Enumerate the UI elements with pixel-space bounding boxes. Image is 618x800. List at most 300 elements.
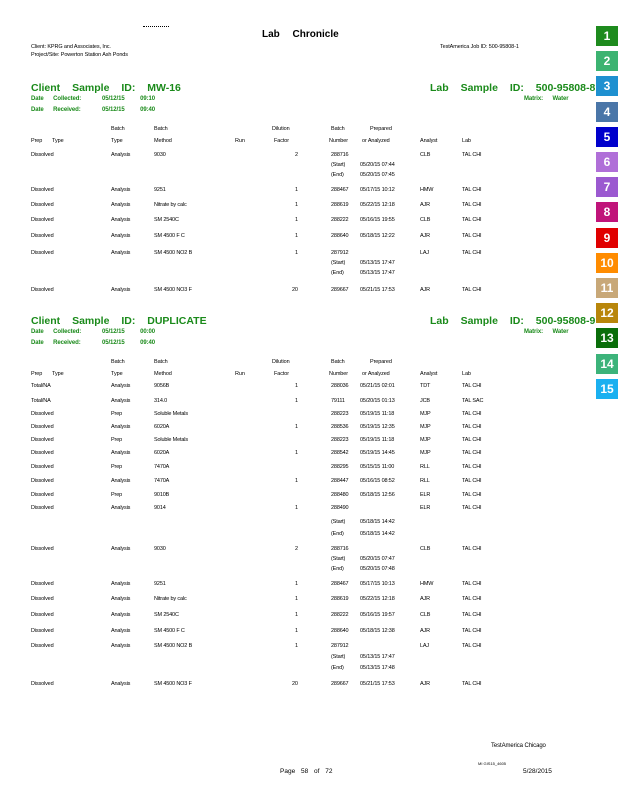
cell-analyst: MJP [420, 411, 431, 417]
col-header-dilution-2: Factor [274, 138, 289, 144]
table-row [0, 628, 590, 636]
cell-lab: TAL CHI [462, 546, 482, 552]
cell-num: 287912 [331, 643, 349, 649]
cell-btype: Analysis [111, 450, 131, 456]
footer-doc-code: MI GIS15_4605 [478, 761, 507, 766]
cell-lab: TAL CHI [462, 596, 482, 602]
cell-dil: 1 [295, 581, 298, 587]
cell-prep: Dissolved [31, 217, 54, 223]
cell-lab: TAL CHI [462, 681, 482, 687]
cell-prep: Dissolved [31, 628, 54, 634]
cell-analyst: AJR [420, 628, 430, 634]
cell-num: 288716 [331, 152, 349, 158]
cell-prep: Dissolved [31, 287, 54, 293]
cell-btype: Analysis [111, 505, 131, 511]
tab-15[interactable]: 15 [596, 379, 618, 399]
cell-prep_date: 05/18/15 12:56 [360, 492, 395, 498]
cell-btype: Analysis [111, 643, 131, 649]
cell-prep: Dissolved [31, 681, 54, 687]
cell-analyst: AJR [420, 681, 430, 687]
cell-analyst: HMW [420, 581, 434, 587]
cell-dil: 1 [295, 478, 298, 484]
cell-lab: TAL CHI [462, 383, 482, 389]
cell-num: (End) [331, 172, 344, 178]
cell-dil: 1 [295, 612, 298, 618]
cell-analyst: AJR [420, 202, 430, 208]
col-header-batch-type-2: Type [111, 138, 123, 144]
tab-13[interactable]: 13 [596, 328, 618, 348]
date-collected-label: Date Collected: [31, 96, 82, 102]
cell-analyst: JCB [420, 398, 430, 404]
table-row [0, 665, 590, 673]
cell-lab: TAL CHI [462, 478, 482, 484]
col-header-dilution-1: Dilution [272, 359, 290, 365]
cell-prep_date: 05/21/15 02:01 [360, 383, 395, 389]
cell-btype: Analysis [111, 478, 131, 484]
cell-num: (Start) [331, 260, 346, 266]
cell-lab: TAL CHI [462, 581, 482, 587]
cell-num: 287912 [331, 250, 349, 256]
cell-prep_date: 05/18/15 14:42 [360, 531, 395, 537]
cell-prep_date: 05/17/15 10:12 [360, 187, 395, 193]
cell-prep_date: 05/13/15 17:47 [360, 270, 395, 276]
cell-lab: TAL CHI [462, 643, 482, 649]
cell-prep_date: 05/16/15 08:52 [360, 478, 395, 484]
col-header-dilution-1: Dilution [272, 126, 290, 132]
cell-prep_date: 05/13/15 17:48 [360, 665, 395, 671]
col-header-analyst: Analyst [420, 371, 438, 377]
cell-num: (Start) [331, 519, 346, 525]
cell-prep: Dissolved [31, 187, 54, 193]
cell-lab: TAL CHI [462, 492, 482, 498]
cell-prep_date: 05/18/15 14:42 [360, 519, 395, 525]
table-row [0, 162, 590, 170]
cell-btype: Analysis [111, 424, 131, 430]
col-header-batch-method-1: Batch [154, 126, 168, 132]
cell-btype: Analysis [111, 202, 131, 208]
cell-method: SM 4500 F C [154, 628, 185, 634]
cell-prep_date: 05/18/15 12:22 [360, 233, 395, 239]
cell-analyst: CLB [420, 152, 431, 158]
cell-prep_date: 05/13/15 17:47 [360, 654, 395, 660]
col-header-dilution-2: Factor [274, 371, 289, 377]
cell-analyst: LAJ [420, 250, 430, 256]
cell-method: 9014 [154, 505, 166, 511]
tab-4[interactable]: 4 [596, 102, 618, 122]
cell-lab: TAL CHI [462, 450, 482, 456]
cell-num: 288640 [331, 628, 349, 634]
cell-dil: 20 [292, 287, 298, 293]
cell-lab: TAL CHI [462, 287, 482, 293]
table-row [0, 643, 590, 651]
cell-dil: 20 [292, 681, 298, 687]
cell-prep: Dissolved [31, 250, 54, 256]
col-header-prepared-2: or Analyzed [362, 138, 390, 144]
date-received-label: Date Received: [31, 107, 81, 113]
cell-dil: 2 [295, 152, 298, 158]
cell-btype: Prep [111, 411, 123, 417]
cell-btype: Analysis [111, 287, 131, 293]
cell-dil: 2 [295, 546, 298, 552]
cell-analyst: AJR [420, 287, 430, 293]
table-row [0, 398, 590, 406]
cell-btype: Analysis [111, 628, 131, 634]
date-received: 05/12/15 09:40 [102, 107, 155, 113]
cell-prep_date: 05/20/15 07:47 [360, 556, 395, 562]
cell-btype: Analysis [111, 233, 131, 239]
cell-prep_date: 05/22/15 12:18 [360, 202, 395, 208]
cell-method: 7470A [154, 478, 170, 484]
cell-method: SM 4500 NO3 F [154, 287, 192, 293]
col-header-run: Run [235, 371, 245, 377]
tab-8[interactable]: 8 [596, 202, 618, 222]
cell-dil: 1 [295, 217, 298, 223]
table-row [0, 681, 590, 689]
cell-lab: TAL CHI [462, 505, 482, 511]
cell-num: (Start) [331, 162, 346, 168]
cell-lab: TAL CHI [462, 612, 482, 618]
cell-num: 288480 [331, 492, 349, 498]
cell-analyst: RLL [420, 464, 430, 470]
matrix: Matrix: Water [524, 329, 569, 335]
cell-num: 288619 [331, 202, 349, 208]
cell-analyst: MJP [420, 437, 431, 443]
cell-num: 288467 [331, 187, 349, 193]
cell-btype: Analysis [111, 398, 131, 404]
tab-1[interactable]: 1 [596, 26, 618, 46]
cell-prep_date: 05/20/15 07:48 [360, 566, 395, 572]
tab-6[interactable]: 6 [596, 152, 618, 172]
cell-dil: 1 [295, 596, 298, 602]
cell-method: SM 4500 NO2 B [154, 643, 193, 649]
cell-num: 288640 [331, 233, 349, 239]
cell-num: (End) [331, 665, 344, 671]
cell-btype: Analysis [111, 612, 131, 618]
cell-prep_date: 05/16/15 19:57 [360, 612, 395, 618]
cell-method: SM 2540C [154, 612, 179, 618]
cell-method: 9251 [154, 581, 166, 587]
cell-method: 7470A [154, 464, 170, 470]
cell-num: 288036 [331, 383, 349, 389]
cell-num: 288619 [331, 596, 349, 602]
cell-method: 6020A [154, 424, 170, 430]
cell-dil: 1 [295, 202, 298, 208]
table-row [0, 260, 590, 268]
cell-dil: 1 [295, 187, 298, 193]
cell-prep_date: 05/21/15 17:53 [360, 287, 395, 293]
table-row [0, 581, 590, 589]
cell-num: 288222 [331, 612, 349, 618]
client-name: Client: KPRG and Associates, Inc. [31, 44, 111, 50]
cell-method: SM 4500 NO3 F [154, 681, 192, 687]
table-row [0, 424, 590, 432]
report-date: 5/28/2015 [523, 768, 552, 775]
cell-num: 288223 [331, 411, 349, 417]
col-header-prepared-1: Prepared [370, 359, 392, 365]
table-row [0, 531, 590, 539]
lab-sample-id: Lab Sample ID: 500-95808-8 [430, 82, 596, 94]
table-row [0, 566, 590, 574]
col-header-prep-type-1: Prep [31, 371, 43, 377]
col-header-analyst: Analyst [420, 138, 438, 144]
cell-lab: TAL CHI [462, 233, 482, 239]
cell-dil: 1 [295, 398, 298, 404]
col-header-prep-type-1: Prep [31, 138, 43, 144]
cell-prep_date: 05/13/15 17:47 [360, 260, 395, 266]
cell-num: 79111 [331, 398, 345, 404]
cell-num: 288295 [331, 464, 349, 470]
cell-dil: 1 [295, 628, 298, 634]
tab-2[interactable]: 2 [596, 51, 618, 71]
cell-prep: Dissolved [31, 581, 54, 587]
cell-lab: TAL CHI [462, 250, 482, 256]
cell-lab: TAL CHI [462, 217, 482, 223]
cell-analyst: MJP [420, 424, 431, 430]
tab-12[interactable]: 12 [596, 303, 618, 323]
cell-prep: Total/NA [31, 383, 51, 389]
tab-5[interactable]: 5 [596, 127, 618, 147]
table-row [0, 478, 590, 486]
cell-prep: Dissolved [31, 492, 54, 498]
col-header-batch-type-1: Batch [111, 359, 125, 365]
cell-lab: TAL CHI [462, 187, 482, 193]
cell-analyst: LAJ [420, 643, 430, 649]
col-header-batch-number-1: Batch [331, 126, 345, 132]
cell-num: (End) [331, 531, 344, 537]
cell-method: Soluble Metals [154, 437, 188, 443]
cell-btype: Analysis [111, 250, 131, 256]
cell-num: 289667 [331, 287, 349, 293]
cell-prep: Dissolved [31, 643, 54, 649]
cell-prep: Dissolved [31, 464, 54, 470]
cell-lab: TAL CHI [462, 464, 482, 470]
cell-dil: 1 [295, 383, 298, 389]
cell-num: (End) [331, 270, 344, 276]
cell-btype: Analysis [111, 596, 131, 602]
cell-num: 288447 [331, 478, 349, 484]
cell-prep_date: 05/19/15 12:35 [360, 424, 395, 430]
cell-prep_date: 05/19/15 11:18 [360, 411, 395, 417]
cell-prep: Dissolved [31, 411, 54, 417]
cell-method: 9010B [154, 492, 170, 498]
cell-analyst: CLB [420, 546, 431, 552]
cell-prep: Dissolved [31, 546, 54, 552]
cell-prep_date: 05/20/15 01:13 [360, 398, 395, 404]
job-id: TestAmerica Job ID: 500-95808-1 [440, 44, 519, 50]
cell-num: (Start) [331, 556, 346, 562]
cell-prep_date: 05/20/15 07:44 [360, 162, 395, 168]
col-header-lab: Lab [462, 371, 471, 377]
cell-prep_date: 05/22/15 12:18 [360, 596, 395, 602]
table-row [0, 546, 590, 554]
col-header-batch-method-2: Method [154, 138, 172, 144]
cell-prep: Dissolved [31, 437, 54, 443]
cell-lab: TAL CHI [462, 411, 482, 417]
cell-method: Soluble Metals [154, 411, 188, 417]
cell-prep: Dissolved [31, 424, 54, 430]
cell-btype: Analysis [111, 581, 131, 587]
table-row [0, 519, 590, 527]
col-header-batch-number-2: Number [329, 138, 348, 144]
cell-num: 288542 [331, 450, 349, 456]
col-header-batch-number-2: Number [329, 371, 348, 377]
cell-dil: 1 [295, 505, 298, 511]
tab-9[interactable]: 9 [596, 228, 618, 248]
tab-3[interactable]: 3 [596, 76, 618, 96]
cell-prep_date: 05/20/15 07:45 [360, 172, 395, 178]
cell-btype: Analysis [111, 217, 131, 223]
cell-analyst: TDT [420, 383, 431, 389]
cell-num: (End) [331, 566, 344, 572]
cell-btype: Analysis [111, 152, 131, 158]
cell-btype: Analysis [111, 383, 131, 389]
tab-11[interactable]: 11 [596, 278, 618, 298]
cell-prep: Total/NA [31, 398, 51, 404]
cell-prep: Dissolved [31, 505, 54, 511]
cell-method: 6020A [154, 450, 170, 456]
table-row [0, 383, 590, 391]
cell-lab: TAL CHI [462, 152, 482, 158]
date-collected-label: Date Collected: [31, 329, 82, 335]
col-header-prep-type-2: Type [52, 138, 64, 144]
cell-prep: Dissolved [31, 152, 54, 158]
client-sample-id: Client Sample ID: DUPLICATE [31, 315, 207, 327]
cell-analyst: HMW [420, 187, 434, 193]
cell-method: 9056B [154, 383, 170, 389]
col-header-batch-method-1: Batch [154, 359, 168, 365]
table-row [0, 654, 590, 662]
table-row [0, 202, 590, 210]
cell-dil: 1 [295, 450, 298, 456]
table-row [0, 233, 590, 241]
table-row [0, 411, 590, 419]
cell-prep: Dissolved [31, 612, 54, 618]
page-title: Lab Chronicle [262, 29, 339, 40]
cell-num: 289667 [331, 681, 349, 687]
cell-lab: TAL CHI [462, 202, 482, 208]
cell-method: 9030 [154, 152, 166, 158]
date-collected: 05/12/15 00:00 [102, 329, 155, 335]
cell-lab: TAL SAC [462, 398, 484, 404]
cell-num: 288223 [331, 437, 349, 443]
table-row [0, 270, 590, 278]
cell-method: SM 2540C [154, 217, 179, 223]
cell-prep_date: 05/16/15 19:55 [360, 217, 395, 223]
cell-method: Nitrate by calc [154, 596, 187, 602]
cell-prep: Dissolved [31, 233, 54, 239]
cell-btype: Analysis [111, 681, 131, 687]
table-row [0, 464, 590, 472]
cell-prep_date: 05/19/15 11:18 [360, 437, 395, 443]
table-row [0, 450, 590, 458]
cell-method: Nitrate by calc [154, 202, 187, 208]
cell-btype: Prep [111, 492, 123, 498]
table-row [0, 172, 590, 180]
col-header-prepared-1: Prepared [370, 126, 392, 132]
date-collected: 05/12/15 09:10 [102, 96, 155, 102]
project-site: Project/Site: Powerton Station Ash Ponds [31, 52, 128, 58]
cell-lab: TAL CHI [462, 437, 482, 443]
table-row [0, 612, 590, 620]
footer-company: TestAmerica Chicago [491, 743, 546, 749]
cell-analyst: AJR [420, 596, 430, 602]
tab-14[interactable]: 14 [596, 354, 618, 374]
cell-dil: 1 [295, 250, 298, 256]
table-row [0, 596, 590, 604]
col-header-batch-type-2: Type [111, 371, 123, 377]
cell-num: 288716 [331, 546, 349, 552]
date-received: 05/12/15 09:40 [102, 340, 155, 346]
cell-btype: Analysis [111, 546, 131, 552]
col-header-prep-type-2: Type [52, 371, 64, 377]
cell-analyst: AJR [420, 233, 430, 239]
cell-prep_date: 05/18/15 12:38 [360, 628, 395, 634]
cell-method: SM 4500 F C [154, 233, 185, 239]
col-header-prepared-2: or Analyzed [362, 371, 390, 377]
table-row [0, 187, 590, 195]
cell-btype: Prep [111, 437, 123, 443]
cell-prep: Dissolved [31, 450, 54, 456]
cell-dil: 1 [295, 424, 298, 430]
cell-btype: Analysis [111, 187, 131, 193]
cell-num: 288467 [331, 581, 349, 587]
cell-dil: 1 [295, 233, 298, 239]
cell-prep_date: 05/15/15 11:00 [360, 464, 395, 470]
page-number: Page 58 of 72 [280, 768, 333, 775]
cell-analyst: ELR [420, 505, 431, 511]
table-row [0, 152, 590, 160]
cell-prep: Dissolved [31, 596, 54, 602]
col-header-run: Run [235, 138, 245, 144]
cell-prep_date: 05/17/15 10:13 [360, 581, 395, 587]
col-header-batch-number-1: Batch [331, 359, 345, 365]
table-row [0, 492, 590, 500]
cell-method: 9251 [154, 187, 166, 193]
cell-analyst: MJP [420, 450, 431, 456]
lab-sample-id: Lab Sample ID: 500-95808-9 [430, 315, 596, 327]
cell-num: 288222 [331, 217, 349, 223]
table-row [0, 556, 590, 564]
table-row [0, 505, 590, 513]
cell-dil: 1 [295, 643, 298, 649]
table-row [0, 217, 590, 225]
tab-10[interactable]: 10 [596, 253, 618, 273]
client-sample-id: Client Sample ID: MW-16 [31, 82, 181, 94]
col-header-batch-type-1: Batch [111, 126, 125, 132]
col-header-lab: Lab [462, 138, 471, 144]
cell-num: 288536 [331, 424, 349, 430]
cell-btype: Prep [111, 464, 123, 470]
cell-lab: TAL CHI [462, 424, 482, 430]
table-row [0, 287, 590, 295]
header-rule [143, 26, 169, 27]
col-header-batch-method-2: Method [154, 371, 172, 377]
tab-7[interactable]: 7 [596, 177, 618, 197]
cell-analyst: ELR [420, 492, 431, 498]
cell-analyst: CLB [420, 217, 431, 223]
cell-prep_date: 05/19/15 14:45 [360, 450, 395, 456]
cell-prep_date: 05/21/15 17:53 [360, 681, 395, 687]
cell-num: 288490 [331, 505, 349, 511]
cell-method: SM 4500 NO2 B [154, 250, 193, 256]
cell-num: (Start) [331, 654, 346, 660]
cell-prep: Dissolved [31, 478, 54, 484]
date-received-label: Date Received: [31, 340, 81, 346]
table-row [0, 437, 590, 445]
cell-lab: TAL CHI [462, 628, 482, 634]
cell-method: 314.0 [154, 398, 168, 404]
cell-prep: Dissolved [31, 202, 54, 208]
